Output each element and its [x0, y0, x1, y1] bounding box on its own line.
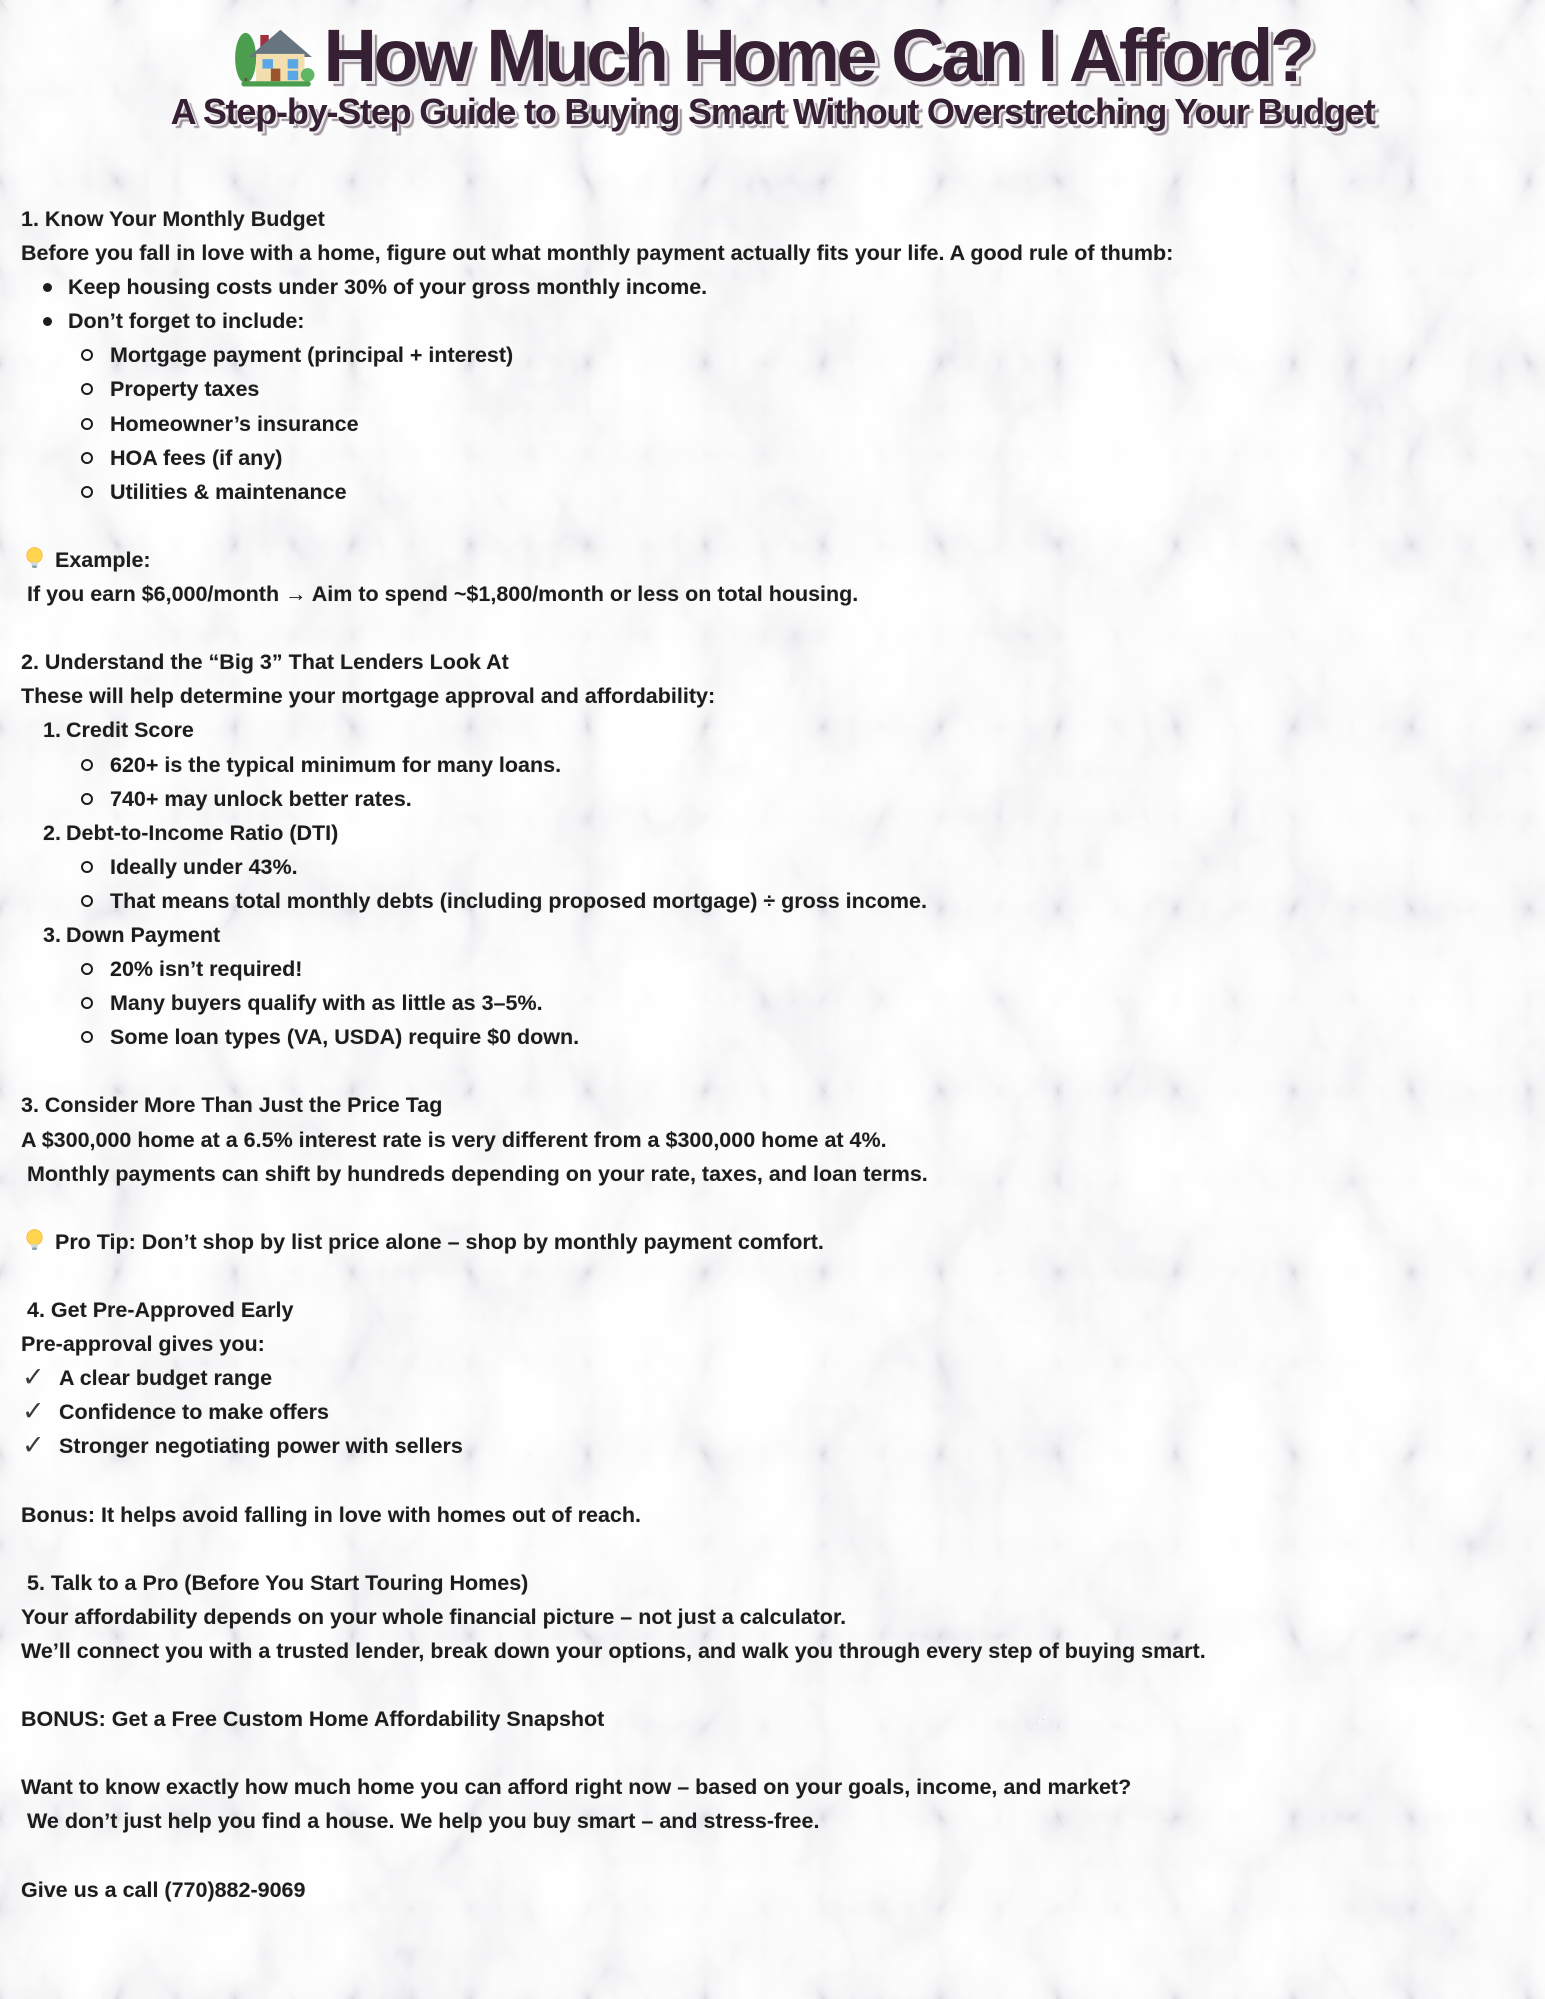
paragraph: [21, 1498, 1526, 1532]
bullet-circle-icon: [81, 1031, 93, 1043]
checklist-item: [21, 1395, 1526, 1429]
bullet-circle-icon: [81, 861, 93, 873]
blank-line: [21, 1259, 1526, 1293]
sub-bullet-item: [21, 986, 1526, 1020]
line-text: Want to know exactly how much home you can afford right now – based on your goals, income, and market?: [21, 1775, 1132, 1800]
line-text: Utilities & maintenance: [110, 479, 347, 504]
lightbulb-icon: [21, 545, 48, 572]
guide-body: [21, 202, 1526, 1907]
blank-line: [21, 1054, 1526, 1088]
line-text: We don’t just help you find a house. We help you buy smart – and stress-free.: [21, 1809, 820, 1834]
line-text: 620+ is the typical minimum for many loans.: [110, 752, 562, 777]
line-text: HOA fees (if any): [110, 445, 283, 470]
tip-line: [21, 1225, 1526, 1259]
paragraph: [21, 236, 1526, 270]
paragraph: [21, 1157, 1526, 1191]
line-text: That means total monthly debts (including proposed mortgage) ÷ gross income.: [110, 888, 927, 913]
line-text: Many buyers qualify with as little as 3–5%.: [110, 991, 543, 1016]
bullet-circle-icon: [81, 895, 93, 907]
list-number: 3.: [43, 922, 61, 947]
blank-line: [21, 611, 1526, 645]
paragraph: [21, 679, 1526, 713]
line-text: Pre-approval gives you:: [21, 1332, 265, 1357]
sub-bullet-item: [21, 952, 1526, 986]
lightbulb-icon: [21, 1227, 48, 1254]
bullet-circle-icon: [81, 486, 93, 498]
paragraph: [21, 1770, 1526, 1804]
bullet-item: [21, 304, 1526, 338]
bullet-item: [21, 270, 1526, 304]
bullet-circle-icon: [81, 383, 93, 395]
line-text: Give us a call (770)882-9069: [21, 1877, 306, 1902]
numbered-item: [21, 816, 1526, 850]
blank-line: [21, 1839, 1526, 1873]
line-text: Debt-to-Income Ratio (DTI): [66, 820, 339, 845]
line-text: Monthly payments can shift by hundreds depending on your rate, taxes, and loan terms.: [21, 1161, 928, 1186]
house-icon: [233, 20, 315, 92]
section-heading: [21, 1293, 1526, 1327]
bullet-circle-icon: [81, 759, 93, 771]
line-text: Ideally under 43%.: [110, 854, 298, 879]
sub-bullet-item: [21, 1020, 1526, 1054]
section-heading: [21, 1088, 1526, 1122]
section-heading: [21, 1566, 1526, 1600]
sub-bullet-item: [21, 850, 1526, 884]
line-text: 5. Talk to a Pro (Before You Start Touring Homes): [21, 1570, 529, 1595]
paragraph: [21, 577, 1526, 611]
line-text: Pro Tip: Don’t shop by list price alone – shop by monthly payment comfort.: [49, 1229, 824, 1254]
line-text: 20% isn’t required!: [110, 957, 303, 982]
line-text: Stronger negotiating power with sellers: [59, 1434, 463, 1459]
sub-bullet-item: [21, 441, 1526, 475]
line-text: Before you fall in love with a home, figure out what monthly payment actually fits your life. A good rule of thumb:: [21, 241, 1174, 266]
paragraph: [21, 1123, 1526, 1157]
title-row: [0, 14, 1545, 97]
bullet-dot-icon: [43, 283, 52, 292]
section-heading: [21, 202, 1526, 236]
blank-line: [21, 1532, 1526, 1566]
blank-line: [21, 1463, 1526, 1497]
line-text: If you earn $6,000/month → Aim to spend ~$1,800/month or less on total housing.: [21, 582, 859, 607]
line-text: 740+ may unlock better rates.: [110, 786, 412, 811]
section-heading: [21, 1873, 1526, 1907]
flyer-header: [0, 14, 1545, 133]
paragraph: [21, 1804, 1526, 1838]
blank-line: [21, 1736, 1526, 1770]
line-text: Bonus: It helps avoid falling in love with homes out of reach.: [21, 1502, 641, 1527]
line-text: Don’t forget to include:: [68, 309, 305, 334]
list-number: 2.: [43, 820, 61, 845]
line-text: 4. Get Pre-Approved Early: [21, 1298, 294, 1322]
bullet-circle-icon: [81, 452, 93, 464]
bullet-circle-icon: [81, 418, 93, 430]
sub-bullet-item: [21, 338, 1526, 372]
sub-bullet-item: [21, 407, 1526, 441]
checklist-item: [21, 1361, 1526, 1395]
checklist-item: [21, 1429, 1526, 1463]
blank-line: [21, 1191, 1526, 1225]
check-icon: ✓: [22, 1430, 45, 1461]
paragraph: [21, 1634, 1526, 1668]
section-heading: [21, 1702, 1526, 1736]
paragraph: [21, 1327, 1526, 1361]
line-text: Keep housing costs under 30% of your gross monthly income.: [68, 275, 708, 300]
section-heading: [21, 645, 1526, 679]
bullet-circle-icon: [81, 963, 93, 975]
blank-line: [21, 1668, 1526, 1702]
line-text: We’ll connect you with a trusted lender, break down your options, and walk you through every step of buying smart.: [21, 1638, 1206, 1663]
line-text: 1. Know Your Monthly Budget: [21, 207, 325, 231]
bullet-circle-icon: [81, 997, 93, 1009]
line-text: Example:: [49, 547, 151, 572]
bullet-circle-icon: [81, 349, 93, 361]
line-text: Property taxes: [110, 377, 260, 402]
sub-bullet-item: [21, 884, 1526, 918]
bullet-circle-icon: [81, 793, 93, 805]
line-text: Down Payment: [66, 922, 221, 947]
sub-bullet-item: [21, 748, 1526, 782]
line-text: 2. Understand the “Big 3” That Lenders Look At: [21, 650, 509, 675]
line-text: Your affordability depends on your whole financial picture – not just a calculator.: [21, 1604, 847, 1629]
sub-bullet-item: [21, 475, 1526, 509]
numbered-item: [21, 918, 1526, 952]
bullet-dot-icon: [43, 317, 52, 326]
line-text: A clear budget range: [59, 1366, 273, 1391]
list-number: 1.: [43, 718, 61, 743]
page-title-text: How Much Home Can I Afford?: [323, 14, 1312, 97]
sub-bullet-item: [21, 372, 1526, 406]
line-text: Homeowner’s insurance: [110, 411, 359, 436]
check-icon: ✓: [22, 1396, 45, 1427]
line-text: Mortgage payment (principal + interest): [110, 343, 514, 368]
line-text: Credit Score: [66, 718, 194, 743]
line-text: These will help determine your mortgage approval and affordability:: [21, 684, 716, 709]
line-text: Confidence to make offers: [59, 1400, 329, 1425]
tip-line: [21, 543, 1526, 577]
line-text: Some loan types (VA, USDA) require $0 down.: [110, 1025, 580, 1050]
page-title: [323, 14, 1312, 97]
page-subtitle: A Step-by-Step Guide to Buying Smart Without Overstretching Your Budget: [170, 91, 1375, 133]
line-text: A $300,000 home at a 6.5% interest rate is very different from a $300,000 home at 4%.: [21, 1127, 887, 1152]
line-text: 3. Consider More Than Just the Price Tag: [21, 1093, 443, 1118]
numbered-item: [21, 713, 1526, 747]
check-icon: ✓: [22, 1362, 45, 1393]
blank-line: [21, 509, 1526, 543]
line-text: BONUS: Get a Free Custom Home Affordability Snapshot: [21, 1707, 605, 1732]
paragraph: [21, 1600, 1526, 1634]
sub-bullet-item: [21, 782, 1526, 816]
